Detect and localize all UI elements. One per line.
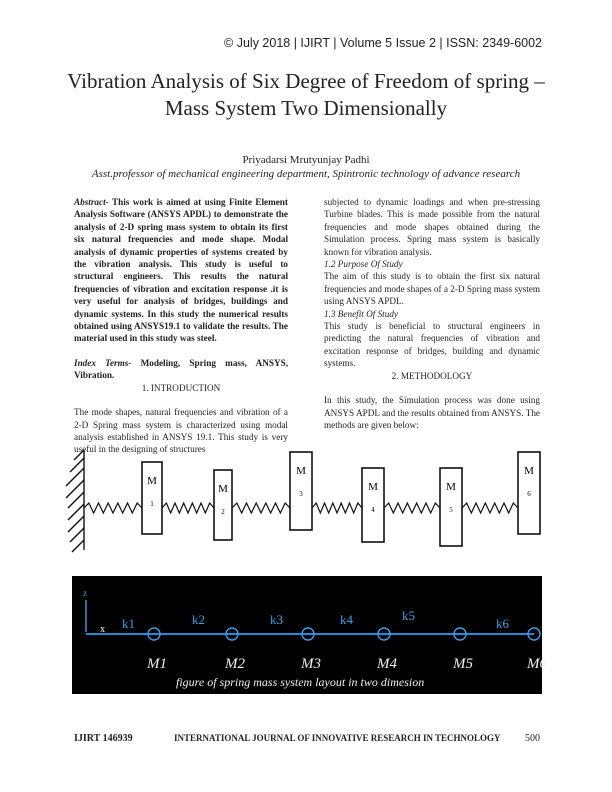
index-terms bbox=[74, 357, 288, 382]
mass-label-5: M bbox=[446, 481, 456, 493]
spring-label-1: k1 bbox=[122, 616, 135, 631]
spring-4 bbox=[312, 503, 362, 513]
mass-label-6: M bbox=[524, 465, 534, 477]
footer-journal-name: INTERNATIONAL JOURNAL OF INNOVATIVE RESEARCH IN TECHNOLOGY bbox=[174, 733, 501, 743]
mass-box-4 bbox=[362, 468, 384, 542]
abstract-text: This work is aimed at using Finite Element Analysis Software (ANSYS APDL) to demonstrate the analysis of 2-D spring mass system to obtain its first six natural frequencies and mode shape. Modal analysis of dynamic properties of systems created by the vibration analysis. This study is useful to structural engineers. This results the natural frequencies of vibration and excitation response .it is very useful for analysis of bridges, buildings and dynamic systems. In this study the numerical results obtained using ANSYS19.1 to validate the results. The material used in this study was steel. bbox=[74, 197, 288, 344]
spring-label-5: k5 bbox=[402, 608, 415, 623]
mass-box-1 bbox=[142, 462, 162, 534]
z-axis-label: z bbox=[83, 588, 87, 598]
methodology-heading: 2. METHODOLOGY bbox=[391, 370, 473, 381]
ansys-layout-figure bbox=[72, 576, 547, 694]
mass-label-2: M bbox=[218, 483, 228, 495]
fixed-wall bbox=[66, 450, 84, 552]
mass-label-3: M bbox=[296, 465, 306, 477]
index-terms-label: Index Terms- bbox=[74, 357, 132, 368]
spring-label-6: k6 bbox=[496, 616, 509, 631]
mass-subscript-2: 2 bbox=[221, 508, 225, 516]
spring-5 bbox=[384, 503, 440, 513]
mass-handwritten-3: M3 bbox=[301, 656, 321, 672]
paper-title bbox=[60, 68, 552, 122]
x-axis-label: x bbox=[100, 624, 105, 635]
right-paragraph-2: The aim of this study is to obtain the first six natural frequencies and mode shapes of a 2-D Spring mass system using ANSYS APDL. bbox=[324, 271, 540, 307]
spring-label-3: k3 bbox=[270, 612, 283, 627]
mass-subscript-3: 3 bbox=[299, 490, 303, 498]
mass-subscript-4: 4 bbox=[371, 506, 375, 514]
mass-handwritten-6: M6 bbox=[527, 656, 547, 672]
right-paragraph-4: In this study, the Simulation process was done using ANSYS APDL and the results obtained from ANSYS. The methods are given below: bbox=[324, 395, 540, 430]
abstract bbox=[74, 196, 288, 345]
subheading-benefit: 1.3 Benefit Of Study bbox=[324, 308, 398, 319]
right-column bbox=[324, 196, 540, 431]
title-line-2: Mass System Two Dimensionally bbox=[164, 96, 448, 120]
journal-header: © July 2018 | IJIRT | Volume 5 Issue 2 | ISSN: 2349-6002 bbox=[224, 36, 542, 50]
footer-paper-id: IJIRT 146939 bbox=[74, 733, 133, 744]
spring-label-4: k4 bbox=[340, 612, 353, 627]
mass-handwritten-2: M2 bbox=[225, 656, 245, 672]
intro-text: The mode shapes, natural frequencies and vibration of a 2-D Spring mass system is characterized using modal analysis established in ANSYS 19.1. This study is very useful in the designing of structures bbox=[74, 407, 288, 455]
spring-2 bbox=[162, 503, 214, 513]
mass-subscript-5: 5 bbox=[449, 506, 453, 514]
right-paragraph-3: This study is beneficial to structural engineers in predicting the natural frequencies of vibration and excitation response of bridges, building and dynamic systems. bbox=[324, 321, 540, 369]
mass-box-2 bbox=[214, 470, 232, 540]
mass-label-1: M bbox=[147, 475, 157, 487]
mass-label-4: M bbox=[368, 481, 378, 493]
left-column bbox=[74, 196, 288, 456]
title-line-1: Vibration Analysis of Six Degree of Freedom of spring – bbox=[67, 69, 545, 93]
spring-mass-diagram bbox=[60, 450, 552, 565]
mass-handwritten-4: M4 bbox=[377, 656, 397, 672]
author-name: Priyadarsi Mrutyunjay Padhi bbox=[242, 154, 370, 166]
spring-6 bbox=[462, 503, 518, 513]
footer-page-number: 500 bbox=[525, 733, 540, 744]
index-terms-text: Modeling, Spring mass, ANSYS, Vibration. bbox=[74, 357, 288, 381]
spring-3 bbox=[232, 503, 290, 513]
subheading-purpose: 1.2 Purpose Of Study bbox=[324, 259, 403, 270]
spring-label-2: k2 bbox=[192, 612, 205, 627]
mass-handwritten-5: M5 bbox=[453, 656, 473, 672]
abstract-label: Abstract- bbox=[74, 197, 109, 207]
mass-subscript-1: 1 bbox=[150, 500, 154, 508]
mass-handwritten-1: M1 bbox=[147, 656, 167, 672]
figure-caption: figure of spring mass system layout in two dimesion bbox=[176, 675, 425, 689]
spring-1 bbox=[84, 503, 142, 513]
masses bbox=[142, 452, 540, 546]
author-affiliation: Asst.professor of mechanical engineering department, Spintronic technology of advance research bbox=[91, 168, 521, 180]
mass-subscript-6: 6 bbox=[527, 490, 531, 498]
intro-heading: 1. INTRODUCTION bbox=[141, 382, 221, 393]
right-paragraph-1: subjected to dynamic loadings and when pre-stressing Turbine blades. This is made possible from the natural frequencies and mode shapes obtained during the Simulation process. Spring mass system is basically known for vibration analysis. bbox=[324, 197, 540, 257]
